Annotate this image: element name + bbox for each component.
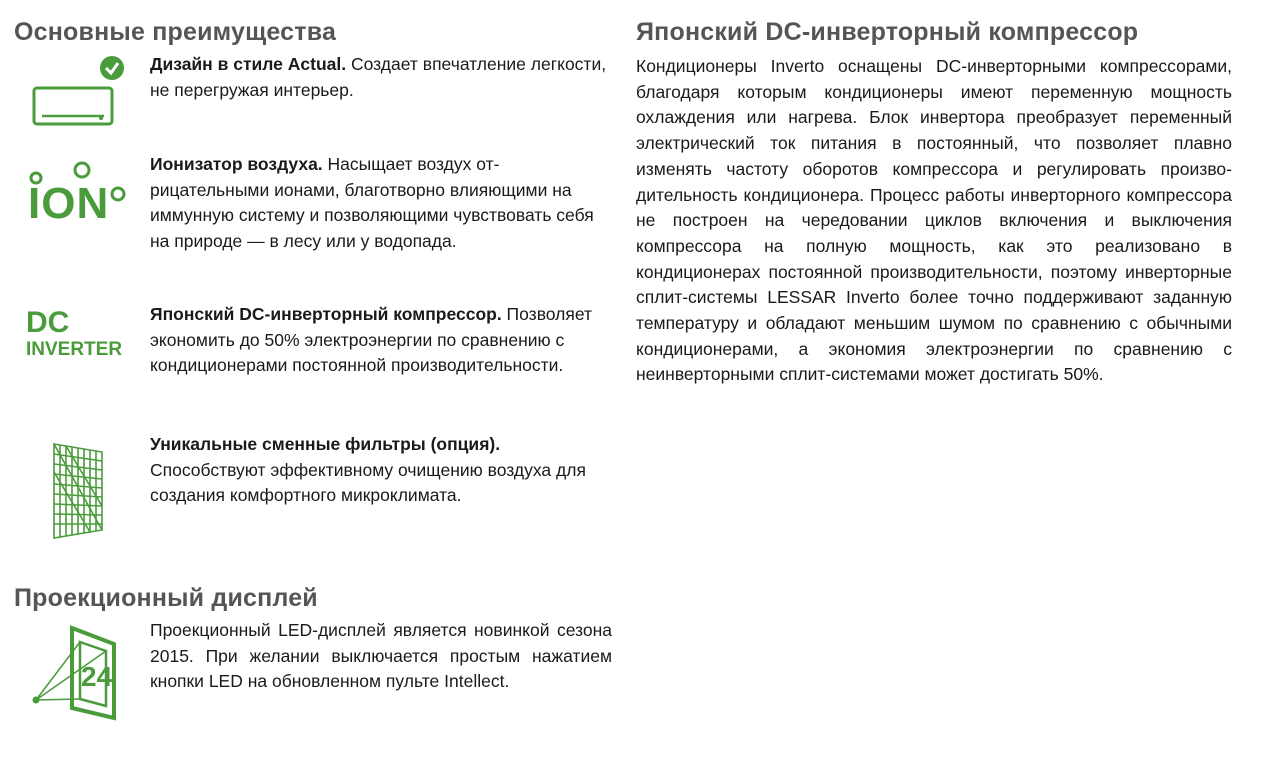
- filter-mesh-icon: [14, 432, 142, 542]
- feature-ionizer-text: [150, 152, 610, 254]
- dc-inverter-icon: [14, 302, 142, 412]
- feature-design-text: [150, 52, 610, 103]
- feature-filters-heading: Уникальные сменные фильтры (опция).: [150, 434, 501, 454]
- advantages-title: Основные преимущества: [14, 18, 337, 46]
- ion-icon-text: ION: [28, 179, 110, 228]
- air-conditioner-check-icon: [14, 52, 142, 162]
- left-column: [14, 16, 614, 758]
- feature-ionizer: [14, 152, 614, 302]
- inverter-icon-text: INVERTER: [26, 339, 123, 360]
- feature-dc-inverter-heading: Японский DC-инверторный компрессор.: [150, 304, 502, 324]
- compressor-body: Кондиционеры Inverto оснащены DC-инверторными компрессорами, благодаря которым кондиционеры имеют переменную мощность охлаждения или нагрева. Блок инвертора преобразует переменный электрический ток питания в постоянный, что позволяет плавно изменять частоту оборотов компрессора и регулировать производительность кондиционера. Процесс работы инверторного компрессора не построен на чередовании циклов включения и выключения компрессора на полную мощность, как это реализовано в кондиционерах постоянной производительности, поэтому инверторные сплит-системы LESSAR Inverto более точно поддерживают заданную температуру и обладают меньшим шумом по сравнению с обычными кондиционерами, а экономия электроэнергии по сравнению с неинверторными сплит-системами может достигать 50%.: [636, 56, 1232, 385]
- feature-design-body: Создает впечатление легкости, не перегружая интерьер.: [150, 54, 607, 100]
- projection-title: Проекционный дисплей: [14, 584, 318, 612]
- feature-projection: [14, 618, 614, 758]
- feature-dc-inverter: [14, 302, 614, 432]
- feature-dc-inverter-text: [150, 302, 610, 379]
- right-column: [636, 16, 1232, 388]
- feature-ionizer-heading: Ионизатор воздуха.: [150, 154, 323, 174]
- projection-display-icon: [14, 618, 142, 738]
- feature-dc-inverter-body: Позволяет экономить до 50% электроэнергии по сравнению с кондиционерами постоянной производительности.: [150, 304, 592, 375]
- feature-filters-body: Способствуют эффективному очищению воздуха для создания комфортного микроклимата.: [150, 459, 586, 505]
- projection-icon-text: 24: [81, 661, 113, 692]
- dc-icon-text: DC: [26, 306, 70, 339]
- ion-icon: [14, 152, 142, 262]
- feature-design-heading: Дизайн в стиле Actual.: [150, 54, 347, 74]
- compressor-title: Японский DC-инверторный компрессор: [636, 18, 1139, 46]
- feature-filters: [14, 432, 614, 582]
- feature-filters-text: [150, 432, 610, 509]
- feature-design: [14, 52, 614, 152]
- feature-ionizer-body: Насыщает воздух отрицательными ионами, благотворно влияющими на иммунную систему и позволяющими чувствовать себя на природе — в лесу или у водопада.: [150, 154, 594, 251]
- feature-projection-text: Проекционный LED-дисплей является новинкой сезона 2015. При желании выключается простым нажатием кнопки LED на обновленном пульте Intellect.: [150, 620, 612, 691]
